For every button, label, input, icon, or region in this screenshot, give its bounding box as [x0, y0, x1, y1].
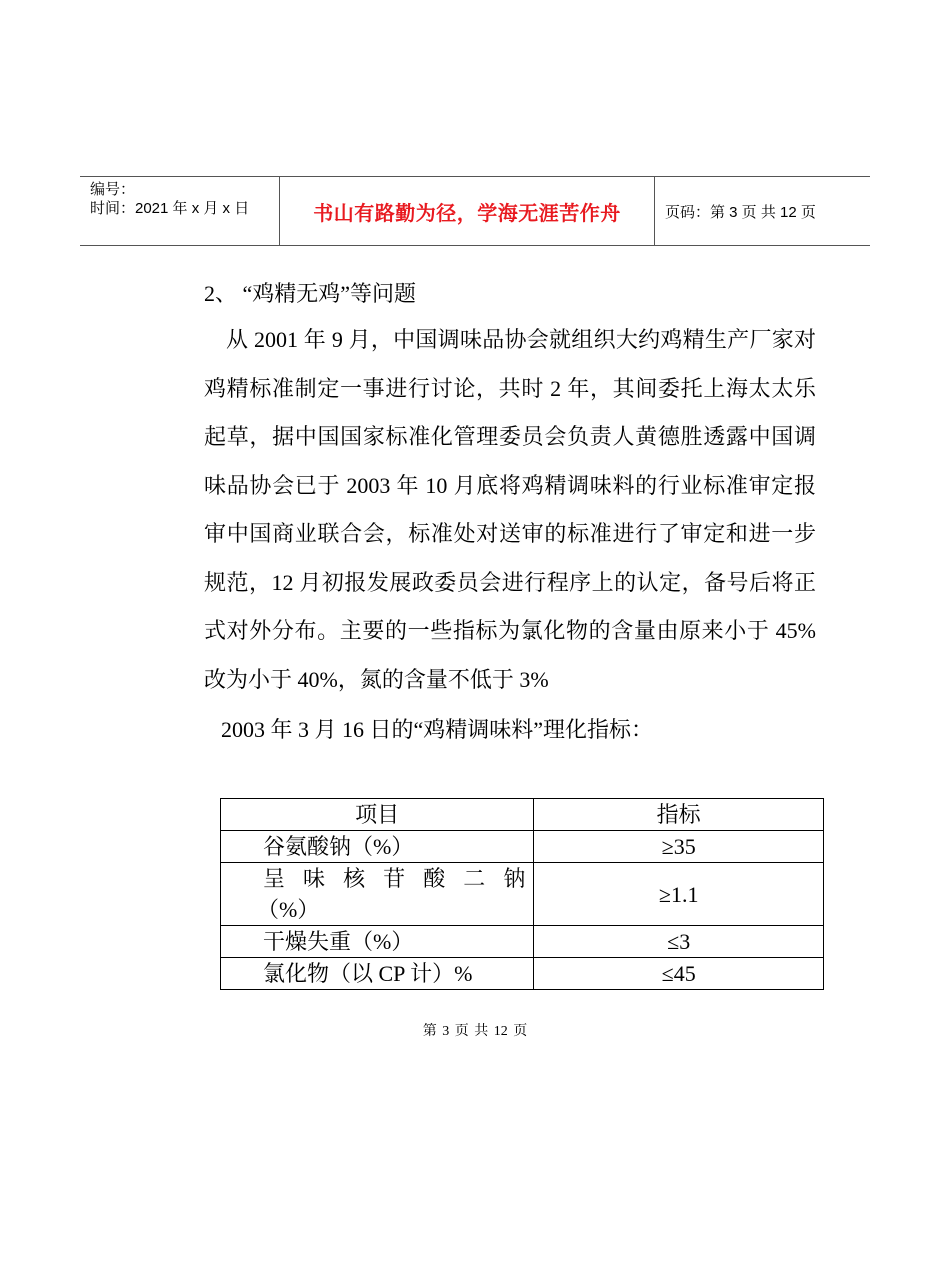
- table-row: [221, 831, 824, 863]
- header-motto: 书山有路勤为径，学海无涯苦作舟: [280, 177, 655, 245]
- table-caption: 2003 年 3 月 16 日的“鸡精调味料”理化指标：: [221, 717, 654, 742]
- table-cell-item-line1: 呈 味 核 苷 酸 二 钠: [263, 866, 526, 891]
- table-cell-item: 氯化物（以 CP 计）%: [221, 958, 534, 990]
- table-row: [221, 958, 824, 990]
- spec-table: [220, 798, 824, 990]
- section-heading: 2、 “鸡精无鸡”等问题: [204, 281, 417, 306]
- table-header-value: 指标: [534, 799, 824, 831]
- document-body: [204, 272, 816, 756]
- header-meta: [80, 177, 280, 245]
- table-cell-value: ≤45: [534, 958, 824, 990]
- table-row: [221, 863, 824, 926]
- table-cell-item-line2: （%）: [257, 897, 320, 922]
- table-cell-value: ≤3: [534, 926, 824, 958]
- header-page-info: 页码：第 3 页 共 12 页: [665, 203, 816, 221]
- table-cell-value: ≥35: [534, 831, 824, 863]
- table-cell-item: 谷氨酸钠（%）: [221, 831, 534, 863]
- table-cell-item: 干燥失重（%）: [221, 926, 534, 958]
- document-header: [80, 176, 870, 246]
- table-cell-value: ≥1.1: [534, 863, 824, 926]
- page-footer: 第 3 页 共 12 页: [422, 1024, 528, 1039]
- section-paragraph: 从 2001 年 9 月，中国调味品协会就组织大约鸡精生产厂家对鸡精标准制定一事进行讨论，共时 2 年，其间委托上海太太乐起草，据中国国家标准化管理委员会负责人黄德胜透露中国调味品协会已于 2003 年 10 月底将鸡精调味料的行业标准审定报审中国商业联合会，标准处对送审的标准进行了审定和进一步规范，12 月初报发展政委员会进行程序上的认定，备号后将正式对外分布。主要的一些指标为氯化物的含量由原来小于 45%改为小于 40%，氮的含量不低于 3%: [204, 327, 816, 692]
- table-header-row: [221, 799, 824, 831]
- number-label: 编号：: [90, 181, 136, 198]
- table-row: [221, 926, 824, 958]
- table-header-item: 项目: [221, 799, 534, 831]
- table-cell-item: [221, 863, 534, 926]
- time-label: 时间：2021 年 x 月 x 日: [90, 200, 250, 217]
